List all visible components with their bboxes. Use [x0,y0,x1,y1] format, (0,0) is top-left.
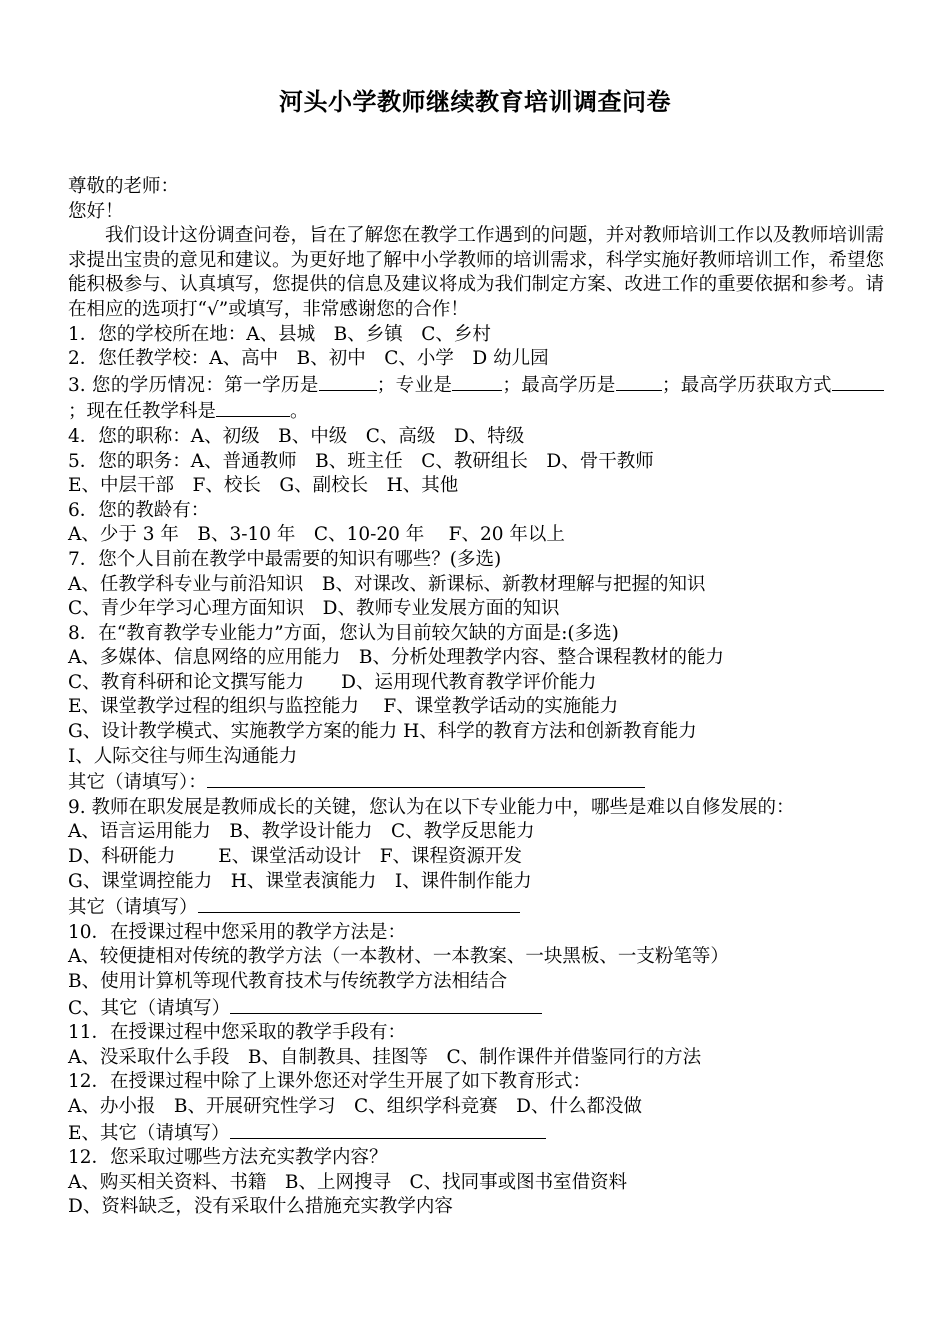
question-6-line-2: A、少于 3 年 B、3-10 年 C、10-20 年 F、20 年以上 [68,524,565,546]
greeting: 您好！ [68,200,124,222]
fill-blank-q12a-other[interactable] [230,1120,546,1139]
question-12b-line-3: D、资料缺乏，没有采取什么措施充实教学内容 [68,1196,453,1218]
question-7-line-3: C、青少年学习心理方面知识 D、教师专业发展方面的知识 [68,598,560,620]
question-8-line-3: C、教育科研和论文撰写能力 D、运用现代教育教学评价能力 [68,671,597,693]
question-6-line-1: 6．您的教龄有： [68,499,210,521]
question-8-other-label: 其它（请填写）： [68,772,207,794]
question-8-other [68,769,884,796]
fill-blank-q10-other[interactable] [230,995,542,1014]
question-3-part-3: ；最高学历是 [502,374,616,396]
question-2: 2．您任教学校：A、高中 B、初中 C、小学 D 幼儿园 [68,348,549,370]
question-8-line-1: 8．在“教育教学专业能力”方面，您认为目前较欠缺的方面是:(多选) [68,622,619,644]
question-8-line-2: A、多媒体、信息网络的应用能力 B、分析处理教学内容、整合课程教材的能力 [68,647,724,669]
question-12a-line-1: 12．在授课过程中除了上课外您还对学生开展了如下教育形式： [68,1071,592,1093]
question-3-part-4: ；最高学历获取方式 [661,374,832,396]
question-7-line-2: A、任教学科专业与前沿知识 B、对课改、新课标、新教材理解与把握的知识 [68,573,706,595]
salutation: 尊敬的老师： [68,176,180,197]
question-12a-other-label: E、其它（请填写） [68,1122,230,1144]
question-3-part-2: ；专业是 [376,374,453,396]
question-10-line-3: B、使用计算机等现代教育技术与传统教学方法相结合 [68,971,508,992]
question-5-line-1: 5．您的职务：A、普通教师 B、班主任 C、教研组长 D、骨干教师 [68,450,654,472]
question-9-line-3: D、科研能力 E、课堂活动设计 F、课程资源开发 [68,846,523,868]
question-11-line-2: A、没采取什么手段 B、自制教具、挂图等 C、制作课件并借鉴同行的方法 [68,1046,702,1068]
question-10-other [68,995,884,1022]
fill-blank-highest-degree[interactable] [616,372,662,391]
question-12a-other [68,1120,884,1147]
question-8-line-5: G、设计教学模式、实施教学方案的能力 H、科学的教育方法和创新教育能力 [68,721,697,743]
question-11-line-1: 11．在授课过程中您采取的教学手段有： [68,1022,407,1044]
question-9-other-label: 其它（请填写） [68,897,198,919]
fill-blank-q8-other[interactable] [207,769,645,788]
question-3-part-5: ；现在任教学科是 [68,401,217,423]
intro-paragraph: 我们设计这份调查问卷，旨在了解您在教学工作遇到的问题，并对教师培训工作以及教师培训需求提出宝贵的意见和建议。为更好地了解中小学教师的培训需求，科学实施好教师培训工作，希望您能积极参与、认真填写，您提供的信息及建议将成为我们制定方案、改进工作的重要依据和参考。请在相应的选项打“√”或填写，非常感谢您的合作！ [68,225,884,320]
question-4: 4．您的职称：A、初级 B、中级 C、高级 D、特级 [68,425,525,447]
question-12b-line-2: A、购买相关资料、书籍 B、上网搜寻 C、找同事或图书室借资料 [68,1171,628,1193]
question-10-other-label: C、其它（请填写） [68,997,231,1019]
question-8-line-6: I、人际交往与师生沟通能力 [68,745,298,767]
question-10-line-2: A、较便捷相对传统的教学方法（一本教材、一本教案、一块黑板、一支粉笔等） [68,946,729,968]
question-9-line-4: G、课堂调控能力 H、课堂表演能力 I、课件制作能力 [68,870,532,892]
question-12a-line-2: A、办小报 B、开展研究性学习 C、组织学科竞赛 D、什么都没做 [68,1095,642,1117]
question-5-line-2: E、中层干部 F、校长 G、副校长 H、其他 [68,475,459,497]
question-3-part-1: 3. 您的学历情况：第一学历是 [68,374,319,396]
document-title: 河头小学教师继续教育培训调查问卷 [279,88,671,116]
question-3-part-6: 。 [290,401,309,423]
fill-blank-q9-other[interactable] [198,894,520,913]
fill-blank-first-degree[interactable] [319,372,377,391]
question-10-line-1: 10．在授课过程中您采用的教学方法是： [68,921,407,943]
fill-blank-subject[interactable] [216,398,290,417]
question-7-line-1: 7．您个人目前在教学中最需要的知识有哪些？(多选) [68,548,502,570]
questionnaire-body [68,175,884,1220]
question-9-other [68,894,884,921]
question-1: 1．您的学校所在地：A、县城 B、乡镇 C、乡村 [68,323,491,345]
question-9-line-1: 9. 教师在职发展是教师成长的关键，您认为在以下专业能力中，哪些是难以自修发展的： [68,796,795,818]
question-3 [68,372,884,425]
question-12b-line-1: 12．您采取过哪些方法充实教学内容？ [68,1147,388,1169]
fill-blank-degree-method[interactable] [832,372,884,391]
question-9-line-2: A、语言运用能力 B、教学设计能力 C、教学反思能力 [68,821,535,843]
question-8-line-4: E、课堂教学过程的组织与监控能力 F、课堂教学话动的实施能力 [68,696,619,718]
fill-blank-major[interactable] [452,372,502,391]
